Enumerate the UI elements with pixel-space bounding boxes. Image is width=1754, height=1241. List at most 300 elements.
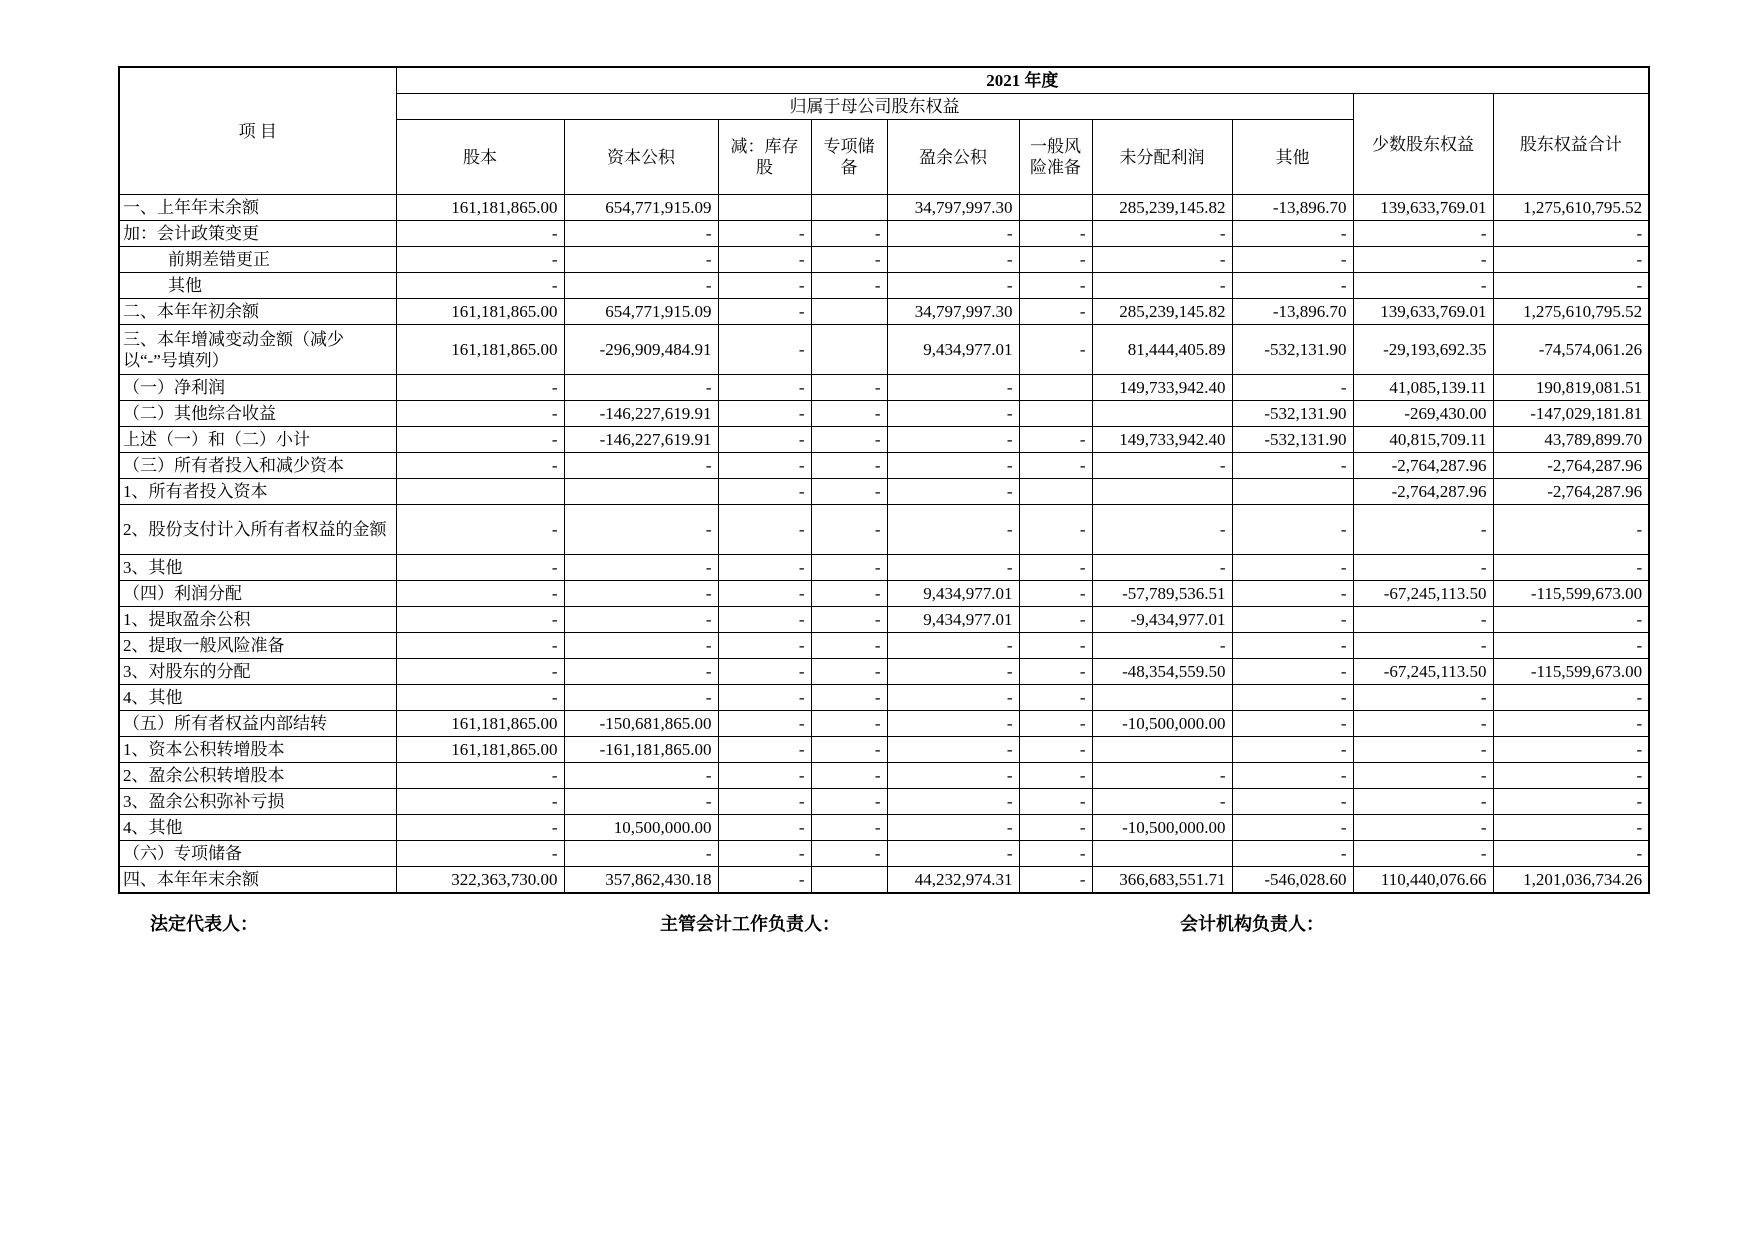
table-cell: - [1019, 607, 1092, 633]
table-cell: - [564, 375, 718, 401]
table-cell: - [887, 633, 1019, 659]
table-cell: - [887, 505, 1019, 555]
table-cell: - [1092, 221, 1232, 247]
column-header-surplus-reserve: 盈余公积 [887, 120, 1019, 195]
table-row [119, 659, 1649, 685]
table-row [119, 505, 1649, 555]
table-cell: - [1232, 607, 1353, 633]
row-label: 其他 [119, 273, 396, 299]
row-label: 1、提取盈余公积 [119, 607, 396, 633]
table-cell: - [564, 555, 718, 581]
parent-equity-group-header: 归属于母公司股东权益 [396, 94, 1353, 120]
table-row [119, 685, 1649, 711]
table-cell: - [718, 273, 811, 299]
table-cell: - [1353, 273, 1493, 299]
table-cell: - [1493, 737, 1649, 763]
table-cell: - [1232, 763, 1353, 789]
table-cell: - [396, 789, 564, 815]
table-cell: - [887, 763, 1019, 789]
table-cell: - [887, 401, 1019, 427]
table-cell: - [887, 221, 1019, 247]
table-cell: - [396, 273, 564, 299]
table-cell [1092, 479, 1232, 505]
table-cell [1092, 737, 1232, 763]
table-cell: - [811, 841, 887, 867]
table-cell: -115,599,673.00 [1493, 659, 1649, 685]
table-cell: - [564, 247, 718, 273]
table-cell: - [1019, 505, 1092, 555]
table-cell: - [811, 763, 887, 789]
table-cell: - [1232, 273, 1353, 299]
year-header: 2021 年度 [396, 67, 1649, 94]
row-label: 2、盈余公积转增股本 [119, 763, 396, 789]
table-cell: - [564, 581, 718, 607]
table-cell [1019, 195, 1092, 221]
table-cell: - [718, 763, 811, 789]
table-cell: 285,239,145.82 [1092, 299, 1232, 325]
table-cell: - [1353, 505, 1493, 555]
table-cell [1019, 375, 1092, 401]
table-cell: - [718, 247, 811, 273]
table-cell: - [564, 453, 718, 479]
table-cell: - [887, 711, 1019, 737]
table-cell: - [1232, 247, 1353, 273]
table-cell: - [811, 737, 887, 763]
table-cell: - [718, 325, 811, 375]
table-cell: - [564, 505, 718, 555]
table-cell: - [887, 273, 1019, 299]
table-row [119, 195, 1649, 221]
table-cell: - [1493, 685, 1649, 711]
table-cell: - [718, 299, 811, 325]
table-cell: - [1019, 659, 1092, 685]
table-cell: -13,896.70 [1232, 195, 1353, 221]
table-cell: - [811, 479, 887, 505]
table-cell: -57,789,536.51 [1092, 581, 1232, 607]
table-cell: - [564, 607, 718, 633]
table-cell: -67,245,113.50 [1353, 581, 1493, 607]
row-label: 3、对股东的分配 [119, 659, 396, 685]
table-cell: - [396, 659, 564, 685]
row-label: （一）净利润 [119, 375, 396, 401]
table-cell: - [1019, 737, 1092, 763]
column-header-special-reserve: 专项储备 [811, 120, 887, 195]
table-cell: - [811, 607, 887, 633]
row-label: 4、其他 [119, 815, 396, 841]
table-cell: - [1232, 221, 1353, 247]
table-row [119, 453, 1649, 479]
table-cell: 81,444,405.89 [1092, 325, 1232, 375]
row-label: 3、其他 [119, 555, 396, 581]
table-cell: - [1019, 221, 1092, 247]
table-cell: - [1019, 299, 1092, 325]
table-cell: - [718, 815, 811, 841]
table-cell: -296,909,484.91 [564, 325, 718, 375]
table-cell: - [811, 401, 887, 427]
table-cell: - [396, 607, 564, 633]
table-cell: - [1019, 325, 1092, 375]
table-cell: - [811, 247, 887, 273]
table-cell: - [396, 633, 564, 659]
table-cell: -29,193,692.35 [1353, 325, 1493, 375]
table-cell: 161,181,865.00 [396, 737, 564, 763]
table-cell: 34,797,997.30 [887, 299, 1019, 325]
table-cell: 41,085,139.11 [1353, 375, 1493, 401]
row-label: （六）专项储备 [119, 841, 396, 867]
table-cell: - [564, 685, 718, 711]
table-cell: - [718, 841, 811, 867]
table-cell: - [1092, 763, 1232, 789]
row-label: 1、资本公积转增股本 [119, 737, 396, 763]
table-cell: - [1353, 633, 1493, 659]
table-cell: - [396, 581, 564, 607]
table-cell: - [1232, 633, 1353, 659]
table-cell: -48,354,559.50 [1092, 659, 1232, 685]
row-label: 上述（一）和（二）小计 [119, 427, 396, 453]
table-cell: - [1493, 505, 1649, 555]
table-cell: - [1092, 273, 1232, 299]
table-cell: - [1019, 841, 1092, 867]
table-cell: - [1232, 505, 1353, 555]
table-cell: - [811, 375, 887, 401]
table-cell: - [396, 401, 564, 427]
row-label: （二）其他综合收益 [119, 401, 396, 427]
table-cell: - [1019, 555, 1092, 581]
table-cell: - [1493, 763, 1649, 789]
table-cell: -67,245,113.50 [1353, 659, 1493, 685]
table-cell: - [564, 763, 718, 789]
table-cell: - [1232, 711, 1353, 737]
table-cell: - [887, 453, 1019, 479]
table-cell: 161,181,865.00 [396, 299, 564, 325]
table-cell: - [1493, 815, 1649, 841]
table-cell: - [887, 815, 1019, 841]
table-cell: - [1092, 453, 1232, 479]
table-row [119, 555, 1649, 581]
table-cell [564, 479, 718, 505]
table-cell: - [811, 505, 887, 555]
table-row [119, 427, 1649, 453]
column-header-undistributed-profit: 未分配利润 [1092, 120, 1232, 195]
table-cell: -532,131.90 [1232, 325, 1353, 375]
table-cell: - [564, 273, 718, 299]
table-cell: - [718, 505, 811, 555]
table-cell: - [1493, 555, 1649, 581]
table-cell: - [811, 659, 887, 685]
table-cell: - [1232, 555, 1353, 581]
table-cell: - [718, 685, 811, 711]
table-cell: - [1092, 505, 1232, 555]
table-row [119, 711, 1649, 737]
table-cell: - [887, 375, 1019, 401]
table-cell: - [1092, 633, 1232, 659]
table-cell: 139,633,769.01 [1353, 195, 1493, 221]
column-header-treasury-stock: 减：库存股 [718, 120, 811, 195]
table-cell: - [718, 659, 811, 685]
table-cell: - [718, 867, 811, 893]
table-cell: -146,227,619.91 [564, 401, 718, 427]
table-cell: - [564, 221, 718, 247]
table-cell: - [718, 401, 811, 427]
table-cell: 161,181,865.00 [396, 195, 564, 221]
table-cell: -150,681,865.00 [564, 711, 718, 737]
table-row [119, 607, 1649, 633]
table-cell: 34,797,997.30 [887, 195, 1019, 221]
table-cell: - [1353, 841, 1493, 867]
table-row [119, 299, 1649, 325]
row-label: （四）利润分配 [119, 581, 396, 607]
table-cell: - [1493, 711, 1649, 737]
table-cell: - [1232, 685, 1353, 711]
table-row [119, 815, 1649, 841]
signature-accounting-dept-head: 会计机构负责人： [1180, 914, 1324, 934]
table-cell: - [1019, 815, 1092, 841]
row-label: 3、盈余公积弥补亏损 [119, 789, 396, 815]
table-cell: -10,500,000.00 [1092, 815, 1232, 841]
table-cell: - [1493, 633, 1649, 659]
table-row [119, 867, 1649, 893]
table-cell: - [1353, 685, 1493, 711]
table-cell: - [1092, 789, 1232, 815]
row-label: （五）所有者权益内部结转 [119, 711, 396, 737]
table-cell: - [811, 789, 887, 815]
table-cell: - [396, 453, 564, 479]
row-label: 二、本年年初余额 [119, 299, 396, 325]
row-label: （三）所有者投入和减少资本 [119, 453, 396, 479]
table-cell: - [1232, 815, 1353, 841]
table-row [119, 633, 1649, 659]
table-cell: 161,181,865.00 [396, 711, 564, 737]
table-cell: -532,131.90 [1232, 401, 1353, 427]
table-row [119, 581, 1649, 607]
table-cell [811, 867, 887, 893]
table-cell: -10,500,000.00 [1092, 711, 1232, 737]
table-cell: - [1232, 453, 1353, 479]
column-header-capital-reserve: 资本公积 [564, 120, 718, 195]
table-row [119, 221, 1649, 247]
table-cell: - [564, 633, 718, 659]
table-cell: - [396, 841, 564, 867]
table-cell: - [811, 427, 887, 453]
table-cell: - [1493, 221, 1649, 247]
table-cell: - [811, 685, 887, 711]
table-cell: -115,599,673.00 [1493, 581, 1649, 607]
row-label: 4、其他 [119, 685, 396, 711]
table-cell: -146,227,619.91 [564, 427, 718, 453]
table-body [119, 195, 1649, 893]
table-cell: -147,029,181.81 [1493, 401, 1649, 427]
table-cell: - [1232, 789, 1353, 815]
table-cell: - [1019, 763, 1092, 789]
table-row [119, 763, 1649, 789]
row-label: 2、提取一般风险准备 [119, 633, 396, 659]
table-cell: - [718, 427, 811, 453]
table-cell [1092, 401, 1232, 427]
table-row [119, 737, 1649, 763]
table-cell: - [811, 815, 887, 841]
table-cell: -2,764,287.96 [1493, 453, 1649, 479]
table-cell: 190,819,081.51 [1493, 375, 1649, 401]
table-cell: - [564, 789, 718, 815]
table-cell: -2,764,287.96 [1493, 479, 1649, 505]
table-cell: - [396, 505, 564, 555]
table-cell: - [1353, 789, 1493, 815]
table-cell: -546,028.60 [1232, 867, 1353, 893]
table-cell [396, 479, 564, 505]
table-cell: - [396, 247, 564, 273]
table-cell: 110,440,076.66 [1353, 867, 1493, 893]
table-cell: - [396, 555, 564, 581]
table-cell: 9,434,977.01 [887, 325, 1019, 375]
table-cell: -269,430.00 [1353, 401, 1493, 427]
row-label: 1、所有者投入资本 [119, 479, 396, 505]
table-cell: - [1353, 815, 1493, 841]
table-cell: - [1019, 247, 1092, 273]
table-cell: 149,733,942.40 [1092, 427, 1232, 453]
table-cell: - [1493, 789, 1649, 815]
table-cell: - [718, 555, 811, 581]
table-cell: - [887, 247, 1019, 273]
column-header-share-capital: 股本 [396, 120, 564, 195]
table-cell: 40,815,709.11 [1353, 427, 1493, 453]
table-cell [1232, 479, 1353, 505]
table-cell: -2,764,287.96 [1353, 453, 1493, 479]
table-cell: -9,434,977.01 [1092, 607, 1232, 633]
row-label: 加：会计政策变更 [119, 221, 396, 247]
table-cell: 9,434,977.01 [887, 607, 1019, 633]
table-cell: - [396, 815, 564, 841]
table-row [119, 325, 1649, 375]
column-header-other: 其他 [1232, 120, 1353, 195]
table-row [119, 479, 1649, 505]
table-cell: - [1493, 247, 1649, 273]
table-cell: - [1232, 375, 1353, 401]
table-cell: - [1493, 607, 1649, 633]
table-cell: - [1019, 273, 1092, 299]
table-cell: - [1019, 789, 1092, 815]
row-label: 一、上年年末余额 [119, 195, 396, 221]
table-cell: - [1019, 685, 1092, 711]
table-cell: - [718, 711, 811, 737]
table-cell: - [811, 273, 887, 299]
table-cell: - [1232, 581, 1353, 607]
table-cell: - [887, 555, 1019, 581]
table-cell: - [1019, 453, 1092, 479]
table-cell: - [1019, 581, 1092, 607]
table-cell: - [1092, 247, 1232, 273]
column-header-minority-interest: 少数股东权益 [1353, 94, 1493, 195]
table-cell: - [718, 737, 811, 763]
table-cell: - [1353, 763, 1493, 789]
signature-accounting-head: 主管会计工作负责人： [660, 914, 840, 934]
table-cell: - [1019, 633, 1092, 659]
table-cell: - [887, 659, 1019, 685]
table-cell: - [1353, 555, 1493, 581]
table-cell [811, 299, 887, 325]
table-cell: 654,771,915.09 [564, 195, 718, 221]
table-cell: 43,789,899.70 [1493, 427, 1649, 453]
item-header: 项 目 [119, 67, 396, 195]
table-cell: - [887, 685, 1019, 711]
table-cell: - [1493, 841, 1649, 867]
table-cell: 322,363,730.00 [396, 867, 564, 893]
table-cell: - [718, 581, 811, 607]
table-cell: 149,733,942.40 [1092, 375, 1232, 401]
table-cell [811, 195, 887, 221]
table-cell: - [887, 841, 1019, 867]
table-cell [1019, 479, 1092, 505]
table-cell: 9,434,977.01 [887, 581, 1019, 607]
table-cell: - [1019, 711, 1092, 737]
table-cell: - [396, 221, 564, 247]
row-label: 三、本年增减变动金额（减少以“-”号填列） [119, 325, 396, 375]
table-cell: 366,683,551.71 [1092, 867, 1232, 893]
table-cell: - [718, 453, 811, 479]
column-header-general-risk-reserve: 一般风险准备 [1019, 120, 1092, 195]
table-cell: - [1092, 555, 1232, 581]
column-header-total-equity: 股东权益合计 [1493, 94, 1649, 195]
table-cell: - [396, 427, 564, 453]
table-cell: - [887, 479, 1019, 505]
table-cell: - [718, 221, 811, 247]
table-cell [1092, 841, 1232, 867]
row-label: 四、本年年末余额 [119, 867, 396, 893]
table-cell: - [1353, 247, 1493, 273]
table-row [119, 841, 1649, 867]
table-cell: - [1353, 221, 1493, 247]
table-row [119, 273, 1649, 299]
table-cell: - [1019, 427, 1092, 453]
table-cell: - [718, 789, 811, 815]
table-cell: - [887, 427, 1019, 453]
table-cell: -74,574,061.26 [1493, 325, 1649, 375]
table-cell: 285,239,145.82 [1092, 195, 1232, 221]
table-cell: - [1493, 273, 1649, 299]
table-cell: - [396, 685, 564, 711]
table-cell: - [1353, 737, 1493, 763]
table-row [119, 247, 1649, 273]
table-cell: -532,131.90 [1232, 427, 1353, 453]
table-cell [1019, 401, 1092, 427]
table-cell: 44,232,974.31 [887, 867, 1019, 893]
table-row [119, 789, 1649, 815]
row-label: 前期差错更正 [119, 247, 396, 273]
table-cell: - [811, 633, 887, 659]
table-cell: - [811, 555, 887, 581]
table-cell: - [887, 737, 1019, 763]
table-cell [811, 325, 887, 375]
table-cell: -2,764,287.96 [1353, 479, 1493, 505]
table-cell: 654,771,915.09 [564, 299, 718, 325]
table-cell: - [564, 841, 718, 867]
table-cell: 1,275,610,795.52 [1493, 299, 1649, 325]
table-cell: 1,275,610,795.52 [1493, 195, 1649, 221]
table-cell: -161,181,865.00 [564, 737, 718, 763]
table-cell: - [1353, 711, 1493, 737]
table-row [119, 375, 1649, 401]
table-cell: - [718, 375, 811, 401]
table-cell: - [1232, 659, 1353, 685]
table-cell: - [396, 763, 564, 789]
table-cell: - [718, 479, 811, 505]
table-cell: - [564, 659, 718, 685]
equity-change-table [118, 66, 1650, 894]
table-cell: - [811, 453, 887, 479]
table-cell: - [811, 711, 887, 737]
table-cell: - [1232, 737, 1353, 763]
table-cell: - [1353, 607, 1493, 633]
table-cell [718, 195, 811, 221]
